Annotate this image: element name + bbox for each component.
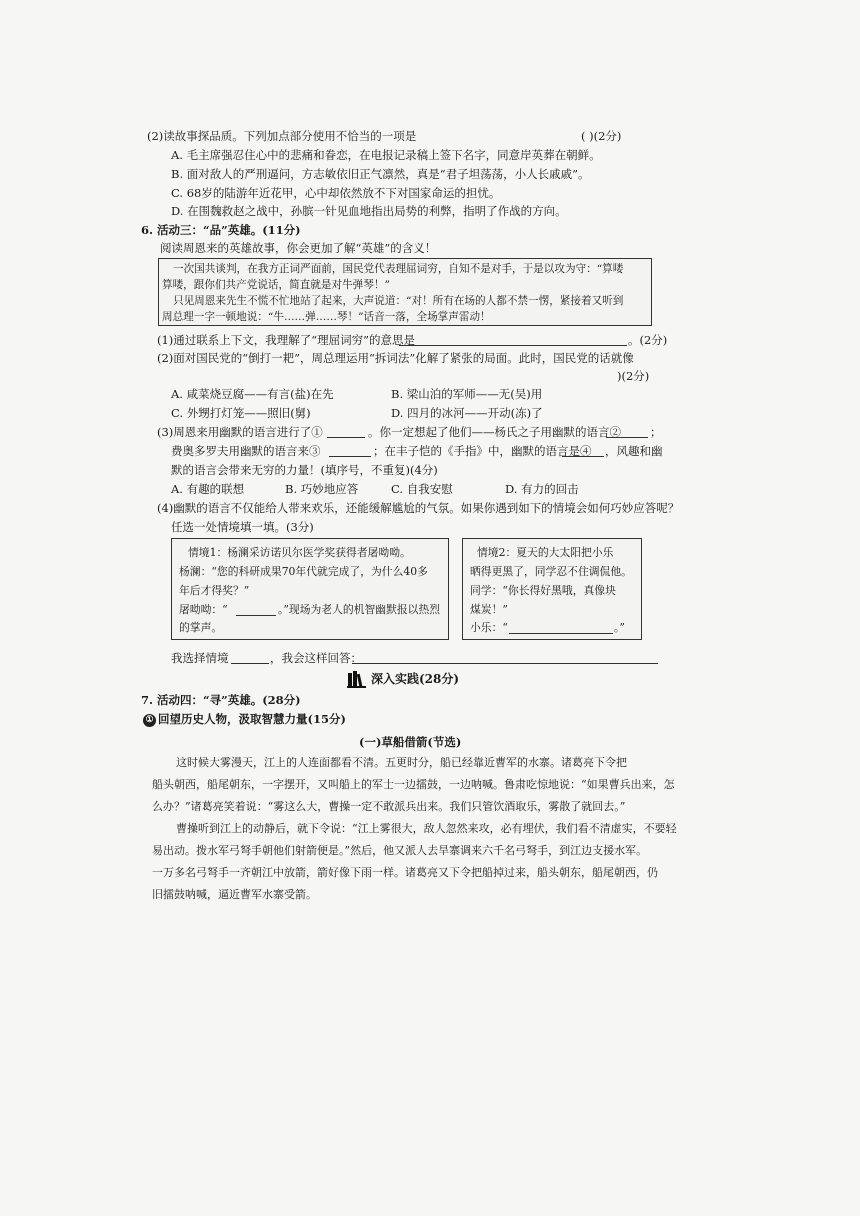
- q6-1-answer-blank[interactable]: [399, 345, 627, 346]
- passage-p1-line-2: 船头朝西，船尾朝东，一字摆开，又叫船上的军士一边擂鼓，一边呐喊。鲁肃吃惊地说：“如果曹兵出来，怎: [152, 778, 675, 791]
- q6-3-line-1b: 。你一定想起了他们——杨氏之子用幽默的语言②: [368, 425, 621, 439]
- story-line-4: 周总理一字一顿地说：“牛……弹……琴！”话音一落，全场掌声雷动！: [162, 311, 491, 323]
- q6-2-option-d: D. 四月的冰河——开动(冻)了: [391, 406, 543, 420]
- q6-2-option-c: C. 外甥打灯笼——照旧(舅): [171, 406, 311, 420]
- books-icon: [347, 670, 367, 688]
- situation-1-line-3: 年后才得奖？”: [179, 584, 250, 597]
- q7-subtitle-row: [143, 711, 346, 727]
- q5-2-option-b: B. 面对敌人的严刑逼问，方志敏依旧正气凛然，真是“君子坦荡荡，小人长戚戚”。: [171, 167, 590, 181]
- passage-p2-line-3: 一万多名弓弩手一齐朝江中放箭，箭好像下雨一样。诸葛亮又下令把船掉过来，船头朝东，船尾朝西，仍: [152, 866, 658, 879]
- passage-p1-line-1: 这时候大雾漫天，江上的人连面都看不清。五更时分，船已经靠近曹军的水寨。诸葛亮下令把: [176, 756, 627, 769]
- situation-2-line-5b: 。”: [614, 621, 625, 634]
- situation-1-box: [171, 538, 449, 640]
- q6-3-option-a: A. 有趣的联想: [171, 482, 245, 496]
- q6-2-stem: (2)面对国民党的“倒打一耙”，周总理运用“拆词法”化解了紧张的局面。此时，国民党的话就像: [157, 351, 634, 365]
- q6-3-option-d: D. 有力的回击: [505, 482, 579, 496]
- passage-p2-line-4: 旧擂鼓呐喊，逼近曹军水寨受箭。: [152, 888, 317, 901]
- section-title: 深入实践(28分): [371, 672, 460, 686]
- choose-situation-label: 我选择情境: [171, 651, 229, 665]
- answer-label: ，我会这样回答：: [270, 651, 362, 665]
- situation-1-line-4a: 屠呦呦：“: [179, 603, 228, 616]
- q5-2-option-c: C. 68岁的陆游年近花甲，心中却依然放不下对国家命运的担忧。: [171, 186, 501, 200]
- story-line-1: 一次国共谈判，在我方正词严面前，国民党代表理屈词穷，自知不是对手，于是以攻为守：“算喽: [173, 263, 624, 275]
- q6-3-option-b: B. 巧妙地应答: [285, 482, 359, 496]
- q6-title: 6. 活动三：“品”英雄。(11分): [141, 223, 301, 237]
- q6-intro: 阅读周恩来的英雄故事，你会更加了解“英雄”的含义！: [160, 241, 437, 255]
- situation-2-line-3: 同学：“你长得好黑哦，真像块: [470, 584, 616, 597]
- situation-1-line-1: 情境1：杨澜采访诺贝尔医学奖获得者屠呦呦。: [188, 546, 411, 559]
- story-box: [158, 258, 652, 326]
- q6-1-score: 。(2分): [628, 333, 668, 347]
- situation-1-answer-blank[interactable]: [236, 615, 276, 616]
- q6-1-stem: (1)通过联系上下文，我理解了“理屈词穷”的意思是: [157, 333, 416, 347]
- circled-number-icon: ①: [143, 714, 156, 727]
- passage-title: (一)草船借箭(节选): [359, 735, 462, 749]
- q6-3-line-2a: 费奥多罗夫用幽默的语言来③: [171, 444, 321, 458]
- passage-p1-line-3: 么办？”诸葛亮笑着说：“雾这么大，曹操一定不敢派兵出来。我们只管饮酒取乐，雾散了就回去。”: [152, 800, 626, 813]
- situation-2-answer-blank[interactable]: [509, 633, 613, 634]
- passage-p2-line-1: 曹操听到江上的动静后，就下令说：“江上雾很大，敌人忽然来攻，必有埋伏，我们看不清虚实，不要轻: [176, 822, 677, 835]
- q5-2-stem: (2)读故事探品质。下列加点部分使用不恰当的一项是: [147, 129, 417, 143]
- situation-2-line-1: 情境2：夏天的大太阳把小乐: [477, 546, 614, 559]
- situation-1-line-5: 的掌声。: [179, 621, 223, 634]
- q6-3-blank-2[interactable]: [606, 437, 648, 438]
- q6-3-blank-3[interactable]: [329, 456, 371, 457]
- q5-2-option-a: A. 毛主席强忍住心中的悲痛和眷恋，在电报记录稿上签下名字，同意岸英葬在朝鲜。: [171, 148, 601, 162]
- situation-1-line-4b: 。”现场为老人的机智幽默报以热烈: [278, 603, 441, 616]
- q6-2-option-a: A. 咸菜烧豆腐——有言(盐)在先: [171, 387, 334, 401]
- situation-2-line-2: 晒得更黑了，同学忍不住调侃他。: [470, 565, 632, 578]
- passage-p2-line-2: 易出动。拨水军弓弩手朝他们射箭便是。”然后，他又派人去旱寨调来六千名弓弩手，到江边支援水军。: [152, 844, 648, 857]
- q6-3-line-1c: ；: [650, 425, 662, 439]
- situation-2-line-5a: 小乐：“: [470, 621, 508, 634]
- answer-blank[interactable]: [352, 663, 658, 664]
- q6-2-score: )(2分): [617, 369, 650, 383]
- situation-2-box: [462, 538, 642, 640]
- q6-3-line-1a: (3)周恩来用幽默的语言进行了①: [157, 425, 323, 439]
- q5-2-option-d: D. 在围魏救赵之战中，孙膑一针见血地指出局势的利弊，指明了作战的方向。: [171, 204, 567, 218]
- story-line-3: 只见周恩来先生不慌不忙地站了起来，大声说道：“对！所有在场的人都不禁一愣，紧接着又听到: [173, 295, 624, 307]
- q6-3-blank-1[interactable]: [327, 437, 365, 438]
- q5-2-answer-paren: ( )(2分): [581, 129, 622, 143]
- q6-4-line-2: 任选一处情境填一填。(3分): [171, 520, 314, 534]
- q6-3-option-c: C. 自我安慰: [391, 482, 453, 496]
- q6-4-line-1: (4)幽默的语言不仅能给人带来欢乐，还能缓解尴尬的气氛。如果你遇到如下的情境会如何巧妙应答呢？: [157, 501, 680, 515]
- story-line-2: 算喽，跟你们共产党说话，简直就是对牛弹琴！”: [162, 279, 390, 291]
- q6-3-line-2b: ；在丰子恺的《手指》中，幽默的语言是④: [373, 444, 592, 458]
- q6-3-blank-4[interactable]: [562, 456, 604, 457]
- q6-2-option-b: B. 梁山泊的军师——无(吴)用: [391, 387, 543, 401]
- choose-situation-blank[interactable]: [231, 663, 269, 664]
- situation-1-line-2: 杨澜：“您的科研成果70年代就完成了，为什么40多: [179, 565, 428, 578]
- situation-2-line-4: 煤炭！”: [470, 603, 508, 616]
- q6-3-line-3: 默的语言会带来无穷的力量！(填序号，不重复)(4分): [171, 463, 438, 477]
- q6-3-line-2c: ，风趣和幽: [605, 444, 663, 458]
- q7-title: 7. 活动四：“寻”英雄。(28分): [141, 693, 301, 707]
- q7-subtitle: 回望历史人物，汲取智慧力量(15分): [158, 712, 346, 726]
